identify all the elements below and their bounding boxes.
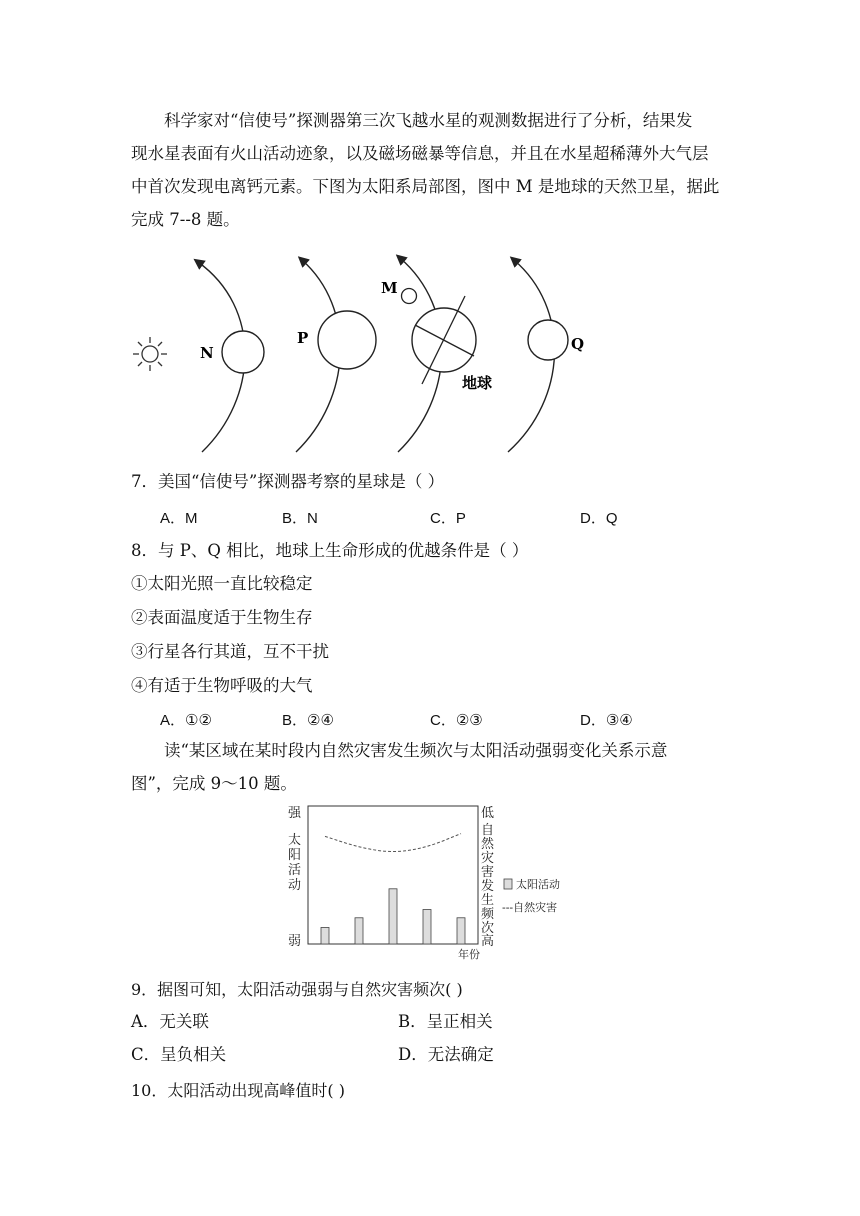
solar-activity-bar: [457, 918, 465, 944]
intro-line: 读“某区域在某时段内自然灾害发生频次与太阳活动强弱变化关系示意: [164, 741, 668, 760]
intro-paragraph-2: [131, 734, 731, 800]
intro-paragraph-1: [131, 104, 731, 236]
intro-line: 图”，完成 9～10 题。: [131, 774, 297, 793]
axis-label-char: 自: [481, 823, 495, 838]
label-n: N: [200, 344, 214, 362]
solar-activity-bar: [355, 918, 363, 944]
axis-label-char: 然: [481, 837, 495, 852]
q9-option-b: B．呈正相关: [398, 1012, 493, 1031]
axis-label-char: 灾: [481, 851, 495, 866]
intro-line: 中首次发现电离钙元素。下图为太阳系局部图，图中 M 是地球的天然卫星，据此: [131, 177, 720, 196]
q8-option-a: A．①②: [160, 712, 212, 729]
q9-option-d: D．无法确定: [398, 1045, 494, 1064]
q7-option-c: C．P: [430, 510, 466, 527]
q8-item-1: ①太阳光照一直比较稳定: [131, 574, 313, 593]
solar-activity-bar: [389, 889, 397, 944]
planet-p: [318, 311, 376, 369]
solar-activity-chart: [280, 800, 590, 960]
planet-n: [222, 331, 264, 373]
axis-label-char: 次: [481, 921, 495, 936]
chart-right-bottom: 高: [481, 934, 495, 949]
q7-option-b: B．N: [282, 510, 318, 527]
q8-item-2: ②表面温度适于生物生存: [131, 608, 313, 627]
axis-label-char: 害: [481, 865, 495, 880]
intro-line: 现水星表面有火山活动迹象，以及磁场磁暴等信息，并且在水星超稀薄外大气层: [131, 144, 709, 163]
chart-legend-bar: 太阳活动: [516, 878, 560, 891]
axis-label-char: 动: [288, 878, 302, 893]
q9-option-a: A．无关联: [131, 1012, 209, 1031]
axis-label-char: 阳: [288, 848, 302, 863]
label-p: P: [297, 329, 309, 347]
intro-line: 完成 7--8 题。: [131, 210, 240, 229]
q8-option-c: C．②③: [430, 712, 483, 729]
axis-label-char: 太: [288, 833, 302, 848]
hazard-line: [325, 834, 461, 852]
question-7: 7．美国“信使号”探测器考察的星球是（ ）: [131, 472, 445, 491]
q7-option-d: D．Q: [580, 510, 618, 527]
chart-left-label: [288, 832, 301, 893]
solar-activity-bar: [321, 927, 329, 944]
chart-right-top: 低: [481, 806, 495, 821]
axis-label-char: 发: [481, 879, 495, 894]
chart-legend-line: ---自然灾害: [502, 901, 558, 914]
question-9: 9．据图可知，太阳活动强弱与自然灾害频次( ): [131, 980, 463, 999]
axis-label-char: 频: [481, 907, 495, 922]
chart-left-top: 强: [288, 806, 302, 821]
label-m: M: [381, 279, 398, 297]
chart-right-label: [481, 823, 495, 936]
intro-line: 科学家对“信使号”探测器第三次飞越水星的观测数据进行了分析，结果发: [164, 111, 693, 130]
chart-x-label: 年份: [458, 948, 480, 960]
label-q: Q: [571, 335, 585, 353]
solar-system-figure: [0, 248, 860, 458]
planet-q: [528, 320, 568, 360]
q7-option-a: A．M: [160, 510, 198, 527]
solar-activity-bar: [423, 910, 431, 945]
legend-bar-swatch: [504, 879, 512, 889]
q8-option-d: D．③④: [580, 712, 633, 729]
axis-label-char: 生: [481, 893, 495, 908]
question-10: 10．太阳活动出现高峰值时( ): [131, 1081, 345, 1100]
moon-m: [402, 289, 417, 304]
chart-left-bottom: 弱: [288, 934, 302, 949]
question-8: 8．与 P、Q 相比，地球上生命形成的优越条件是（ ）: [131, 541, 529, 560]
sun-icon: [133, 337, 167, 371]
q8-item-4: ④有适于生物呼吸的大气: [131, 676, 313, 695]
q9-option-c: C．呈负相关: [131, 1045, 227, 1064]
q8-item-3: ③行星各行其道，互不干扰: [131, 642, 329, 661]
q8-option-b: B．②④: [282, 712, 334, 729]
axis-label-char: 活: [288, 863, 302, 878]
label-earth: 地球: [462, 374, 493, 392]
